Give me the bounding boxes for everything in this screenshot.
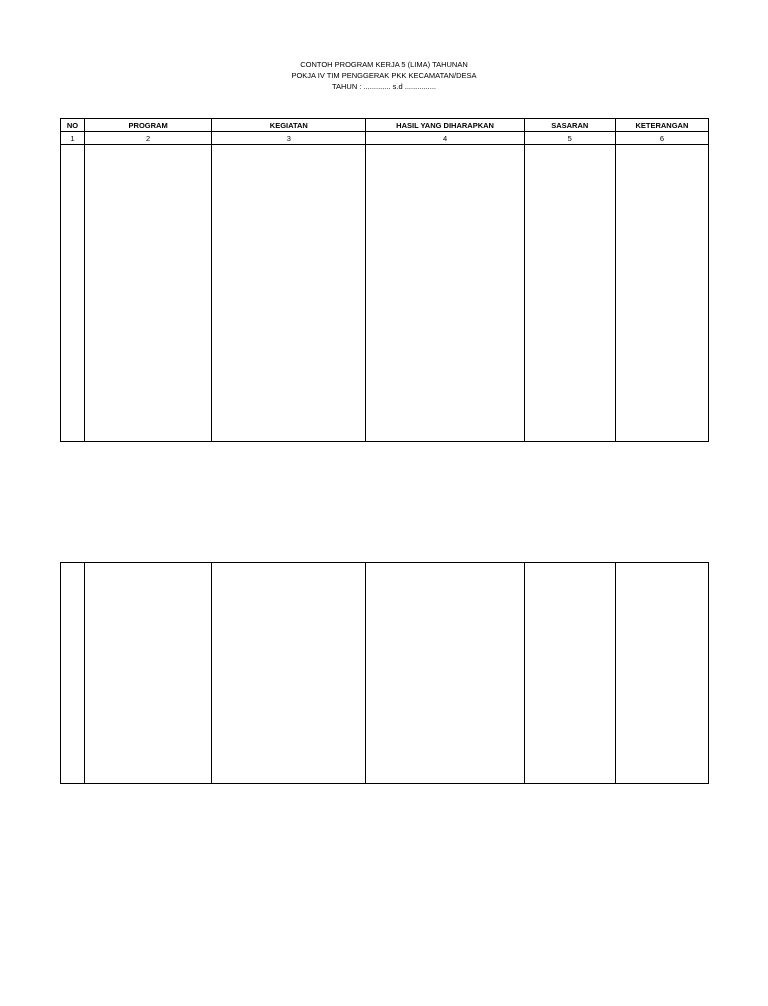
table-row	[61, 145, 709, 442]
table-cell	[61, 145, 85, 442]
column-header-kegiatan: KEGIATAN	[212, 119, 366, 132]
table-cell	[524, 563, 615, 784]
table-cell	[85, 563, 212, 784]
column-header-sasaran: SASARAN	[524, 119, 615, 132]
work-program-table-continuation	[60, 562, 709, 784]
column-header-hasil: HASIL YANG DIHARAPKAN	[366, 119, 524, 132]
column-number: 6	[615, 132, 708, 145]
table-cell	[366, 563, 524, 784]
column-header-no: NO	[61, 119, 85, 132]
table-cell	[61, 563, 85, 784]
column-number: 2	[85, 132, 212, 145]
document-subtitle: POKJA IV TIM PENGGERAK PKK KECAMATAN/DESA	[291, 71, 477, 80]
table-cell	[524, 145, 615, 442]
column-number: 5	[524, 132, 615, 145]
document-year-range: TAHUN : ............. s.d ...............	[331, 82, 437, 91]
table-cell	[85, 145, 212, 442]
table-cell	[212, 563, 366, 784]
table-cell	[615, 145, 708, 442]
document-title-block	[0, 59, 768, 92]
column-number: 1	[61, 132, 85, 145]
document-title: CONTOH PROGRAM KERJA 5 (LIMA) TAHUNAN	[300, 60, 468, 69]
column-number-row	[61, 132, 709, 145]
table-cell	[212, 145, 366, 442]
column-header-keterangan: KETERANGAN	[615, 119, 708, 132]
column-number: 4	[366, 132, 524, 145]
column-header-program: PROGRAM	[85, 119, 212, 132]
table-cell	[615, 563, 708, 784]
work-program-table	[60, 118, 709, 442]
column-number: 3	[212, 132, 366, 145]
header-row	[61, 119, 709, 132]
table-cell	[366, 145, 524, 442]
table-row	[61, 563, 709, 784]
